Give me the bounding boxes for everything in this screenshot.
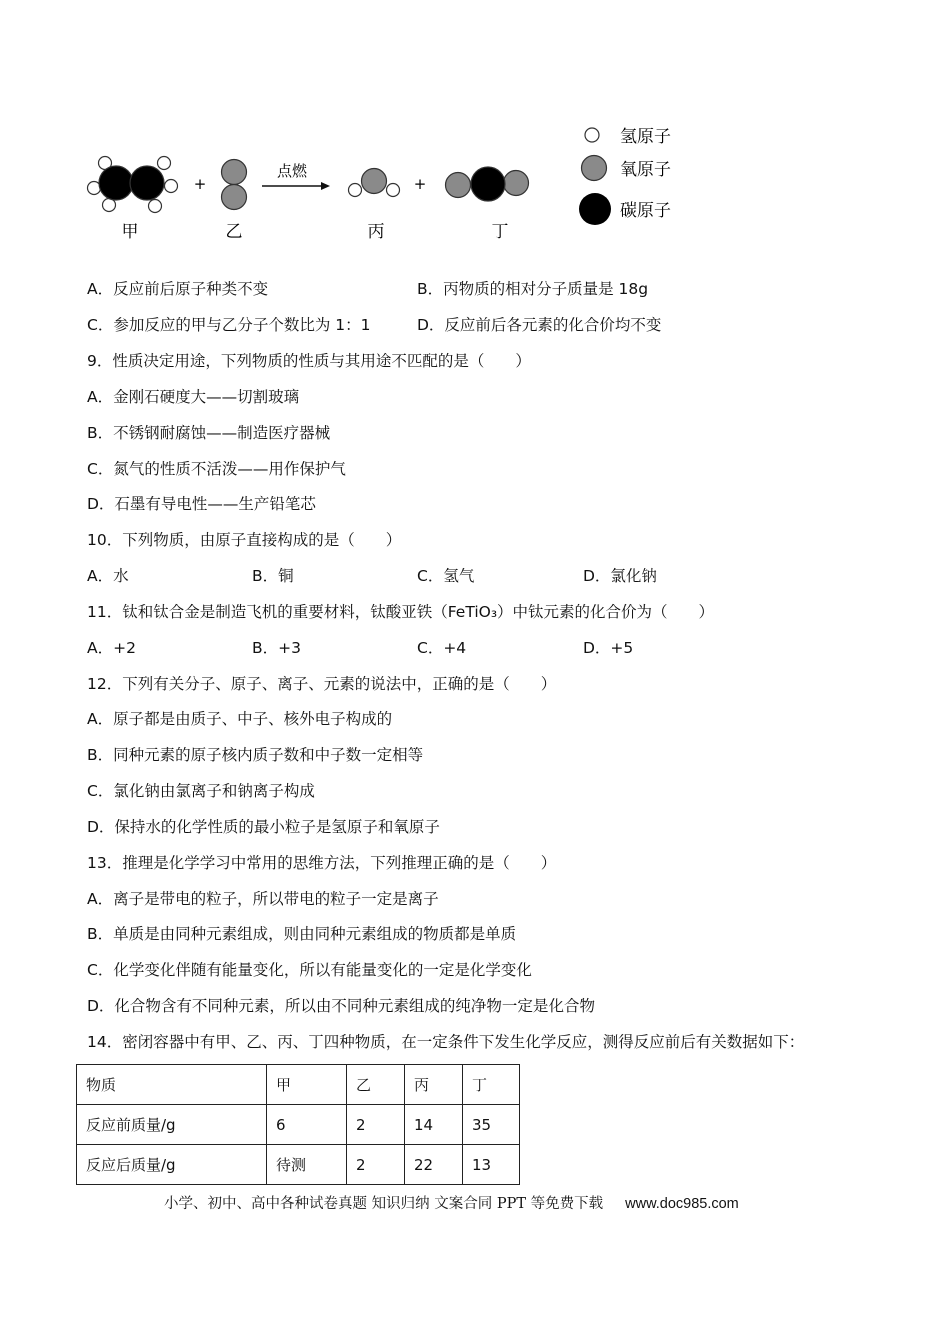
q14-stem: 14．密闭容器中有甲、乙、丙、丁四种物质，在一定条件下发生化学反应，测得反应前后有关数据如下： — [87, 1033, 805, 1051]
q8-option-a: A．反应前后原子种类不变 — [87, 280, 269, 298]
label-ding: 丁 — [491, 222, 509, 242]
q9-stem: 9．性质决定用途，下列物质的性质与其用途不匹配的是（ ） — [87, 352, 531, 370]
arrow-label: 点燃 — [276, 162, 308, 180]
table-cell: 待测 — [267, 1145, 347, 1185]
q12-option-d: D．保持水的化学性质的最小粒子是氢原子和氧原子 — [87, 818, 440, 836]
q12-option-b: B．同种元素的原子核内质子数和中子数一定相等 — [87, 746, 424, 764]
hydrogen-atom — [349, 184, 362, 197]
table-cell: 反应后质量/g — [77, 1145, 267, 1185]
plus-sign: + — [413, 175, 427, 193]
table-header-cell: 乙 — [347, 1065, 405, 1105]
q9-option-a: A．金刚石硬度大——切割玻璃 — [87, 388, 300, 406]
legend-carbon: 碳原子 — [620, 201, 671, 221]
table-cell: 2 — [347, 1145, 405, 1185]
q13-option-c: C．化学变化伴随有能量变化，所以有能量变化的一定是化学变化 — [87, 961, 532, 979]
table-header-cell: 甲 — [267, 1065, 347, 1105]
q12-option-c: C．氯化钠由氯离子和钠离子构成 — [87, 782, 315, 800]
hydrogen-legend-icon — [585, 128, 599, 142]
q10-option-a: A．水 — [87, 567, 129, 585]
q12-option-a: A．原子都是由质子、中子、核外电子构成的 — [87, 710, 393, 728]
table-header-cell: 物质 — [77, 1065, 267, 1105]
legend — [579, 127, 671, 225]
oxygen-atom — [362, 169, 387, 194]
hydrogen-atom — [387, 184, 400, 197]
q9-option-b: B．不锈钢耐腐蚀——制造医疗器械 — [87, 424, 331, 442]
table-header-row — [77, 1065, 520, 1105]
carbon-atom — [130, 166, 164, 200]
label-yi: 乙 — [225, 222, 243, 242]
table-cell: 35 — [463, 1105, 520, 1145]
q9-option-d: D．石墨有导电性——生产铅笔芯 — [87, 495, 316, 513]
carbon-atom — [99, 166, 133, 200]
q11-option-b: B．+3 — [252, 639, 301, 657]
q10-option-b: B．铜 — [252, 567, 294, 585]
q11-option-d: D．+5 — [583, 639, 634, 657]
oxygen-atom — [222, 185, 247, 210]
hydrogen-atom — [103, 199, 116, 212]
q10-option-c: C．氢气 — [417, 567, 475, 585]
q8-option-d: D．反应前后各元素的化合价均不变 — [417, 316, 662, 334]
hydrogen-atom — [158, 157, 171, 170]
table-row — [77, 1105, 520, 1145]
q9-option-c: C．氮气的性质不活泼——用作保护气 — [87, 460, 346, 478]
table-cell: 14 — [405, 1105, 463, 1145]
molecule-bing — [349, 169, 400, 197]
reaction-diagram — [80, 120, 720, 250]
hydrogen-atom — [165, 180, 178, 193]
legend-oxygen: 氧原子 — [620, 160, 671, 180]
carbon-legend-icon — [579, 193, 611, 225]
table-cell: 2 — [347, 1105, 405, 1145]
label-jia: 甲 — [121, 222, 139, 242]
table-header-cell: 丁 — [463, 1065, 520, 1105]
table-header-cell: 丙 — [405, 1065, 463, 1105]
oxygen-atom — [222, 160, 247, 185]
molecule-ding — [446, 167, 529, 201]
q12-stem: 12．下列有关分子、原子、离子、元素的说法中，正确的是（ ） — [87, 675, 557, 693]
mass-data-table — [76, 1064, 520, 1185]
q13-stem: 13．推理是化学学习中常用的思维方法，下列推理正确的是（ ） — [87, 854, 557, 872]
oxygen-atom — [446, 173, 471, 198]
q13-option-d: D．化合物含有不同种元素，所以由不同种元素组成的纯净物一定是化合物 — [87, 997, 595, 1015]
oxygen-legend-icon — [582, 156, 607, 181]
footer-site-link[interactable]: www.doc985.com — [625, 1196, 739, 1212]
q11-option-c: C．+4 — [417, 639, 467, 657]
carbon-atom — [471, 167, 505, 201]
table-cell: 6 — [267, 1105, 347, 1145]
label-bing: 丙 — [367, 222, 385, 242]
q13-option-b: B．单质是由同种元素组成，则由同种元素组成的物质都是单质 — [87, 925, 517, 943]
q8-option-b: B．丙物质的相对分子质量是 18g — [417, 280, 649, 298]
molecule-jia — [88, 157, 178, 213]
oxygen-atom — [504, 171, 529, 196]
table-cell: 13 — [463, 1145, 520, 1185]
q13-option-a: A．离子是带电的粒子，所以带电的粒子一定是离子 — [87, 890, 439, 908]
q8-option-c: C．参加反应的甲与乙分子个数比为 1：1 — [87, 316, 371, 334]
table-row — [77, 1145, 520, 1185]
page-footer — [164, 1192, 739, 1213]
legend-hydrogen: 氢原子 — [620, 127, 671, 147]
table-cell: 反应前质量/g — [77, 1105, 267, 1145]
q11-option-a: A．+2 — [87, 639, 136, 657]
q10-stem: 10．下列物质，由原子直接构成的是（ ） — [87, 531, 402, 549]
footer-text: 小学、初中、高中各种试卷真题 知识归纳 文案合同 PPT 等免费下载 — [164, 1196, 604, 1212]
molecule-yi — [222, 160, 247, 210]
q10-option-d: D．氯化钠 — [583, 567, 657, 585]
hydrogen-atom — [149, 200, 162, 213]
plus-sign: + — [193, 175, 207, 193]
q11-stem: 11．钛和钛合金是制造飞机的重要材料，钛酸亚铁（FeTiO₃）中钛元素的化合价为（ ） — [87, 603, 715, 621]
reaction-arrow-icon — [262, 182, 330, 190]
table-cell: 22 — [405, 1145, 463, 1185]
